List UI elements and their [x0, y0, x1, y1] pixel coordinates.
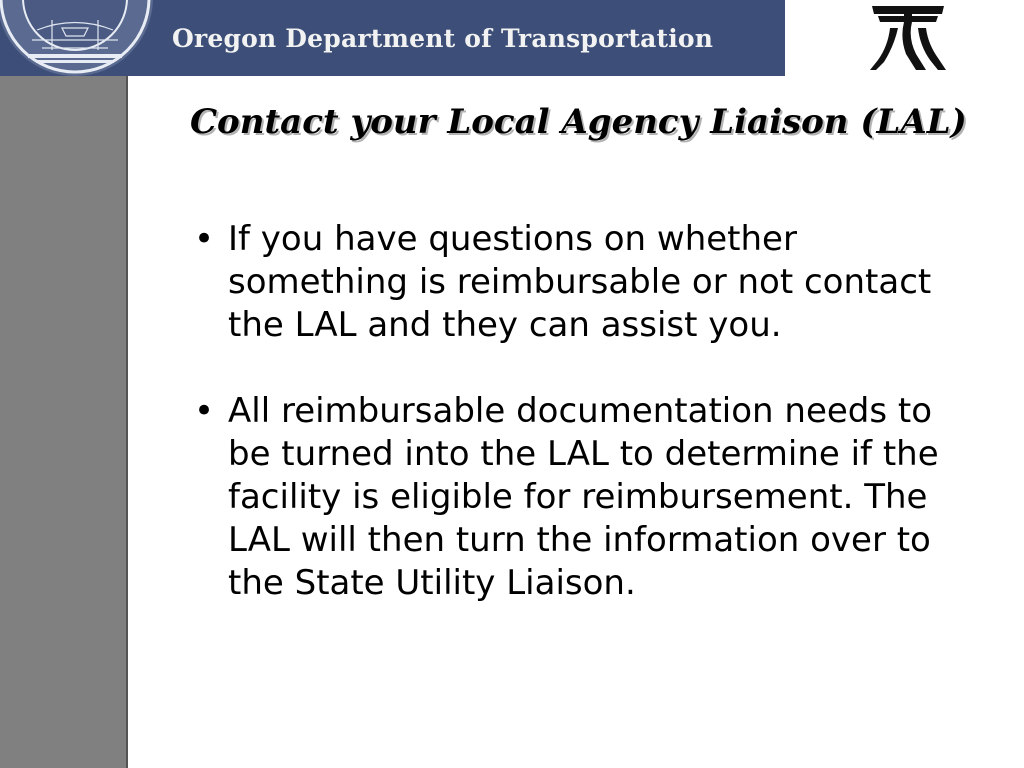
bullet-icon: • — [194, 391, 215, 431]
bullet-list — [190, 218, 980, 605]
bullet-text: If you have questions on whether something is reimbursable or not contact the LAL and they can assist you. — [228, 219, 932, 345]
header-banner — [0, 0, 785, 76]
odot-logo-icon — [868, 4, 948, 72]
bullet-text: All reimbursable documentation needs to be turned into the LAL to determine if the facility is eligible for reimbursement. The LAL will then turn the information over to the State Utility Liaison. — [228, 391, 939, 603]
left-sidebar — [0, 76, 128, 768]
bullet-icon: • — [194, 219, 215, 259]
slide-title: Contact your Local Agency Liaison (LAL) — [190, 102, 967, 142]
bullet-item — [190, 390, 980, 605]
organization-name: Oregon Department of Transportation — [172, 24, 714, 53]
bullet-item — [190, 218, 980, 347]
state-seal-icon — [0, 0, 158, 76]
